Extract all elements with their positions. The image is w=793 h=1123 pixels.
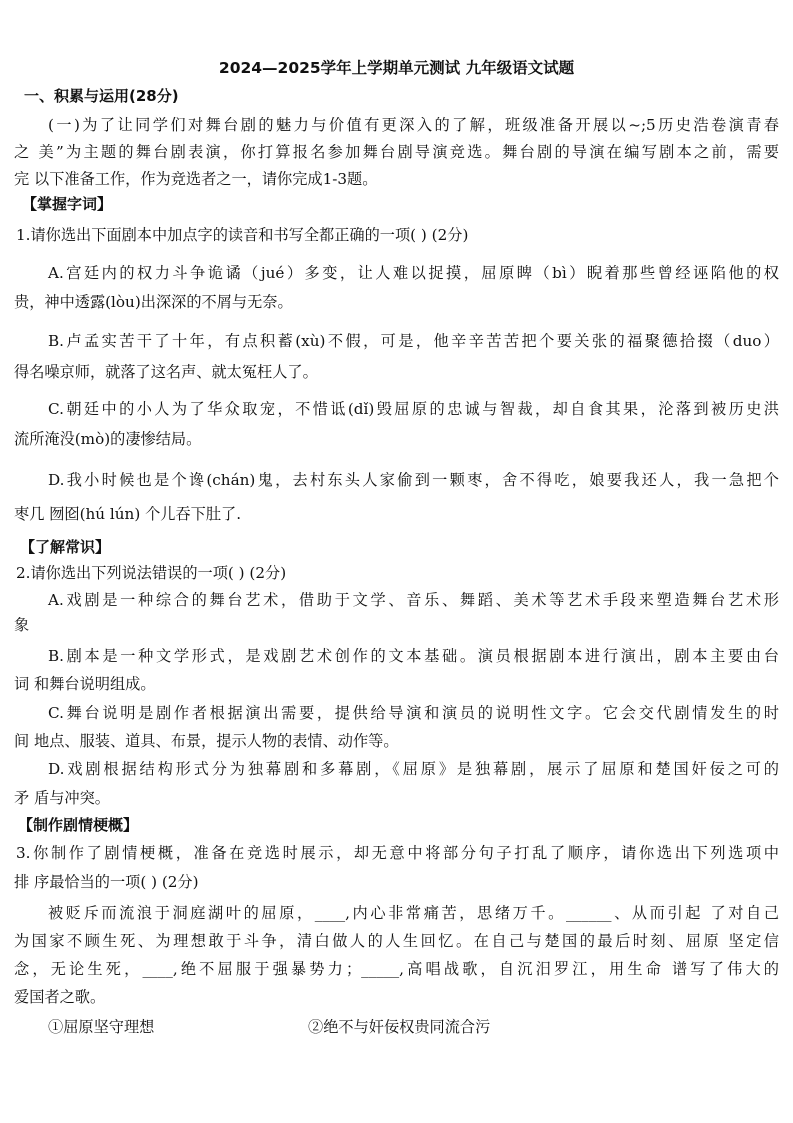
q1-option-b-cont: 得名噪京师，就落了这名声、就太冤枉人了。: [14, 363, 318, 381]
q3-choice-2: ②绝不与奸佞权贵同流合污: [308, 1018, 491, 1036]
exam-title: 2024—2025学年上学期单元测试 九年级语文试题: [218, 59, 575, 77]
question-1: 1.请你选出下面剧本中加点字的读音和书写全都正确的一项( ) (2分): [16, 226, 469, 244]
q3-passage-line: 为国家不顾生死、为理想敢于斗争，清白做人的人生回忆。在自己与楚国的最后时刻、屈原 坚定信: [14, 932, 779, 950]
q1-option-a-cont: 贵，神中透露(lòu)出深深的不屑与无奈。: [14, 293, 293, 311]
q2-option-c-cont: 间 地点、服装、道具、布景，提示人物的表情、动作等。: [14, 732, 399, 750]
q2-option-d: D.戏剧根据结构形式分为独幕剧和多幕剧，《屈原》是独幕剧，展示了屈原和楚国奸佞之可的: [48, 760, 779, 778]
q2-option-b: B.剧本是一种文学形式，是戏剧艺术创作的文本基础。演员根据剧本进行演出，剧本主要由台: [48, 647, 779, 665]
question-2: 2.请你选出下列说法错误的一项( ) (2分): [16, 564, 287, 582]
q2-option-d-cont: 矛 盾与冲突。: [14, 789, 110, 807]
q2-option-a-cont: 象: [14, 616, 30, 634]
subheading-knowledge: 【了解常识】: [20, 538, 111, 556]
q1-option-d-cont: 枣几 囫囵(hú lún) 个儿吞下肚了.: [14, 505, 242, 523]
intro-line: 完 以下准备工作，作为竞选者之一，请你完成1-3题。: [14, 170, 378, 188]
subheading-vocab: 【掌握字词】: [22, 195, 113, 213]
q2-option-b-cont: 词 和舞台说明组成。: [14, 675, 156, 693]
q1-option-c: C.朝廷中的小人为了华众取宠，不惜诋(dǐ)毁屈原的忠诚与智裁，却自食其果，沦落到被历史洪: [48, 400, 779, 418]
q2-option-c: C.舞台说明是剧作者根据演出需要，提供给导演和演员的说明性文字。它会交代剧情发生的时: [48, 704, 779, 722]
q3-passage-line: 念，无论生死，____,绝不屈服于强暴势力；_____,高唱战歌，自沉汨罗江，用生命 谱写了伟大的: [14, 960, 779, 978]
question-3-cont: 排 序最恰当的一项( ) (2分): [14, 873, 199, 891]
intro-line: 之 美”为主题的舞台剧表演，你打算报名参加舞台剧导演竞选。舞台剧的导演在编写剧本之前，需要: [14, 143, 779, 161]
q3-choice-1: ①屈原坚守理想: [48, 1018, 155, 1036]
q3-passage-line: 爱国者之歌。: [14, 988, 106, 1006]
intro-line: (一)为了让同学们对舞台剧的魅力与价值有更深入的了解，班级准备开展以~;5历史浩卷演青春: [48, 116, 779, 134]
q1-option-b: B.卢孟实苦干了十年，有点积蓄(xù)不假，可是，他辛辛苦苦把个要关张的福聚德拾掇（duo）: [48, 332, 779, 350]
question-3: 3.你制作了剧情梗概，准备在竞选时展示，却无意中将部分句子打乱了顺序，请你选出下列选项中: [16, 844, 779, 862]
q1-option-c-cont: 流所淹没(mò)的凄惨结局。: [14, 430, 202, 448]
subheading-plot: 【制作剧情梗概】: [18, 816, 139, 834]
q2-option-a: A.戏剧是一种综合的舞台艺术，借助于文学、音乐、舞蹈、美术等艺术手段来塑造舞台艺术形: [48, 591, 779, 609]
q1-option-d: D.我小时候也是个谗(chán)鬼，去村东头人家偷到一颗枣，舍不得吃，娘要我还人，我一急把个: [48, 471, 779, 489]
q3-passage-line: 被贬斥而流浪于洞庭湖叶的屈原，____,内心非常痛苦，思绪万千。______、从而引起 了对自己: [48, 904, 779, 922]
q1-option-a: A.宫廷内的权力斗争诡谲（jué）多变，让人难以捉摸，屈原睥（bì）睨着那些曾经诬陷他的权: [48, 264, 779, 282]
section-heading: 一、积累与运用(28分): [24, 87, 179, 105]
